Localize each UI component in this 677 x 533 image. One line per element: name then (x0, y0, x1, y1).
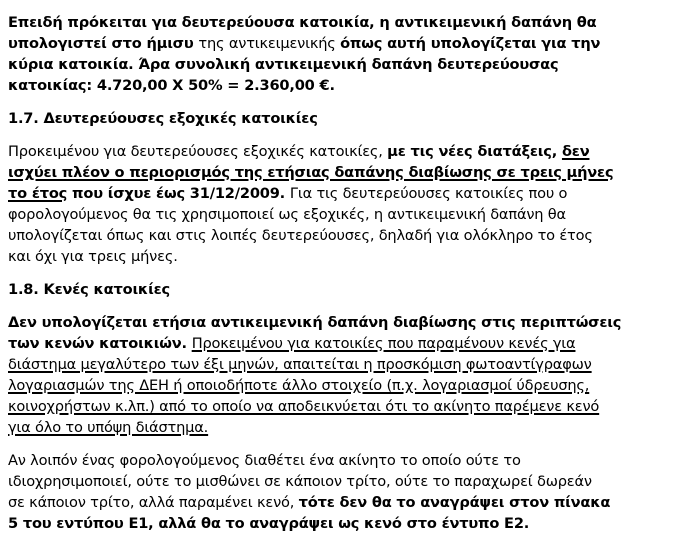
text-line (8, 183, 669, 204)
text-line (8, 162, 669, 183)
text-line (8, 108, 669, 129)
text-run: σε κάποιον τρίτο, αλλά παραμένει κενό, (8, 494, 299, 511)
text-run: για όλο το υπόψη διάστημα. (8, 419, 209, 436)
text-run: κύρια κατοικία. Άρα συνολική αντικειμενική δαπάνη δευτερεύουσας (8, 56, 559, 73)
text-line (8, 354, 669, 375)
para-secondary-residence-calculation (8, 12, 669, 96)
text-run: και όχι για τρεις μήνες. (8, 248, 178, 265)
text-run: Προκειμένου για κατοικίες που παραμένουν κενές για (191, 335, 576, 352)
para-vacant-property-declaration (8, 450, 669, 533)
text-line (8, 204, 669, 225)
text-line (8, 246, 669, 267)
text-run: κατοικίας: 4.720,00 X 50% = 2.360,00 €. (8, 77, 335, 94)
text-line (8, 279, 669, 300)
text-run: Επειδή πρόκειται για δευτερεύουσα κατοικία, η αντικειμενική δαπάνη θα (8, 14, 597, 31)
text-run: ιδιοχρησιμοποιεί, ούτε το μισθώνει σε κάποιον τρίτο, ούτε το παραχωρεί δωρεάν (8, 473, 592, 490)
text-run: των κενών κατοικιών. (8, 335, 192, 352)
text-line (8, 333, 669, 354)
text-line (8, 471, 669, 492)
text-run: φορολογούμενος θα τις χρησιμοποιεί ως εξοχικές, η αντικειμενική δαπάνη θα (8, 206, 566, 223)
text-run: λογαριασμών της ΔΕΗ ή οποιοδήποτε άλλο στοιχείο (π.χ. λογαριασμοί ύδρευσης, (8, 377, 590, 394)
text-line (8, 513, 669, 533)
text-line (8, 75, 669, 96)
heading-section-1-8 (8, 279, 669, 300)
text-run: υπολογίζεται όπως και στις λοιπές δευτερεύουσες, δηλαδή για ολόκληρο το έτος (8, 227, 593, 244)
para-vacant-residences (8, 312, 669, 438)
text-run: της αντικειμενικής (198, 35, 341, 52)
text-run: που ίσχυε έως 31/12/2009. (67, 185, 290, 202)
text-run: ισχύει πλέον ο περιορισμός της ετήσιας δαπάνης διαβίωσης σε τρεις μήνες (8, 164, 614, 181)
text-run: διάστημα μεγαλύτερο των έξι μηνών, απαιτείται η προσκόμιση φωτοαντίγραφων (8, 356, 592, 373)
text-line (8, 312, 669, 333)
text-run: όπως αυτή υπολογίζεται για την (340, 35, 601, 52)
text-run: υπολογιστεί στο ήμισυ (8, 35, 199, 52)
text-run: με τις νέες διατάξεις, (387, 143, 562, 160)
text-run: τότε δεν θα το αναγράψει στον πίνακα (298, 494, 611, 511)
text-run: Προκειμένου για δευτερεύουσες εξοχικές κατοικίες, (8, 143, 388, 160)
text-run: 1.7. Δευτερεύουσες εξοχικές κατοικίες (8, 110, 318, 127)
text-run: 1.8. Κενές κατοικίες (8, 281, 170, 298)
text-line (8, 417, 669, 438)
text-run: 5 του εντύπου Ε1, αλλά θα το αναγράψει ως κενό στο έντυπο Ε2. (8, 515, 530, 532)
text-run: Για τις δευτερεύουσες κατοικίες που ο (289, 185, 568, 202)
text-line (8, 12, 669, 33)
text-run: Δεν υπολογίζεται ετήσια αντικειμενική δαπάνη διαβίωσης στις περιπτώσεις (8, 314, 622, 331)
text-line (8, 375, 669, 396)
text-line (8, 396, 669, 417)
text-line (8, 54, 669, 75)
text-line (8, 225, 669, 246)
text-run: δεν (561, 143, 590, 160)
text-run: κοινοχρήστων κ.λπ.) από το οποίο να αποδεικνύεται ότι το ακίνητο παρέμενε κενό (8, 398, 600, 415)
text-line (8, 450, 669, 471)
text-run: το έτος (8, 185, 68, 202)
para-vacation-residences (8, 141, 669, 267)
text-run: Αν λοιπόν ένας φορολογούμενος διαθέτει ένα ακίνητο το οποίο ούτε το (8, 452, 521, 469)
text-line (8, 33, 669, 54)
text-line (8, 492, 669, 513)
heading-section-1-7 (8, 108, 669, 129)
text-line (8, 141, 669, 162)
